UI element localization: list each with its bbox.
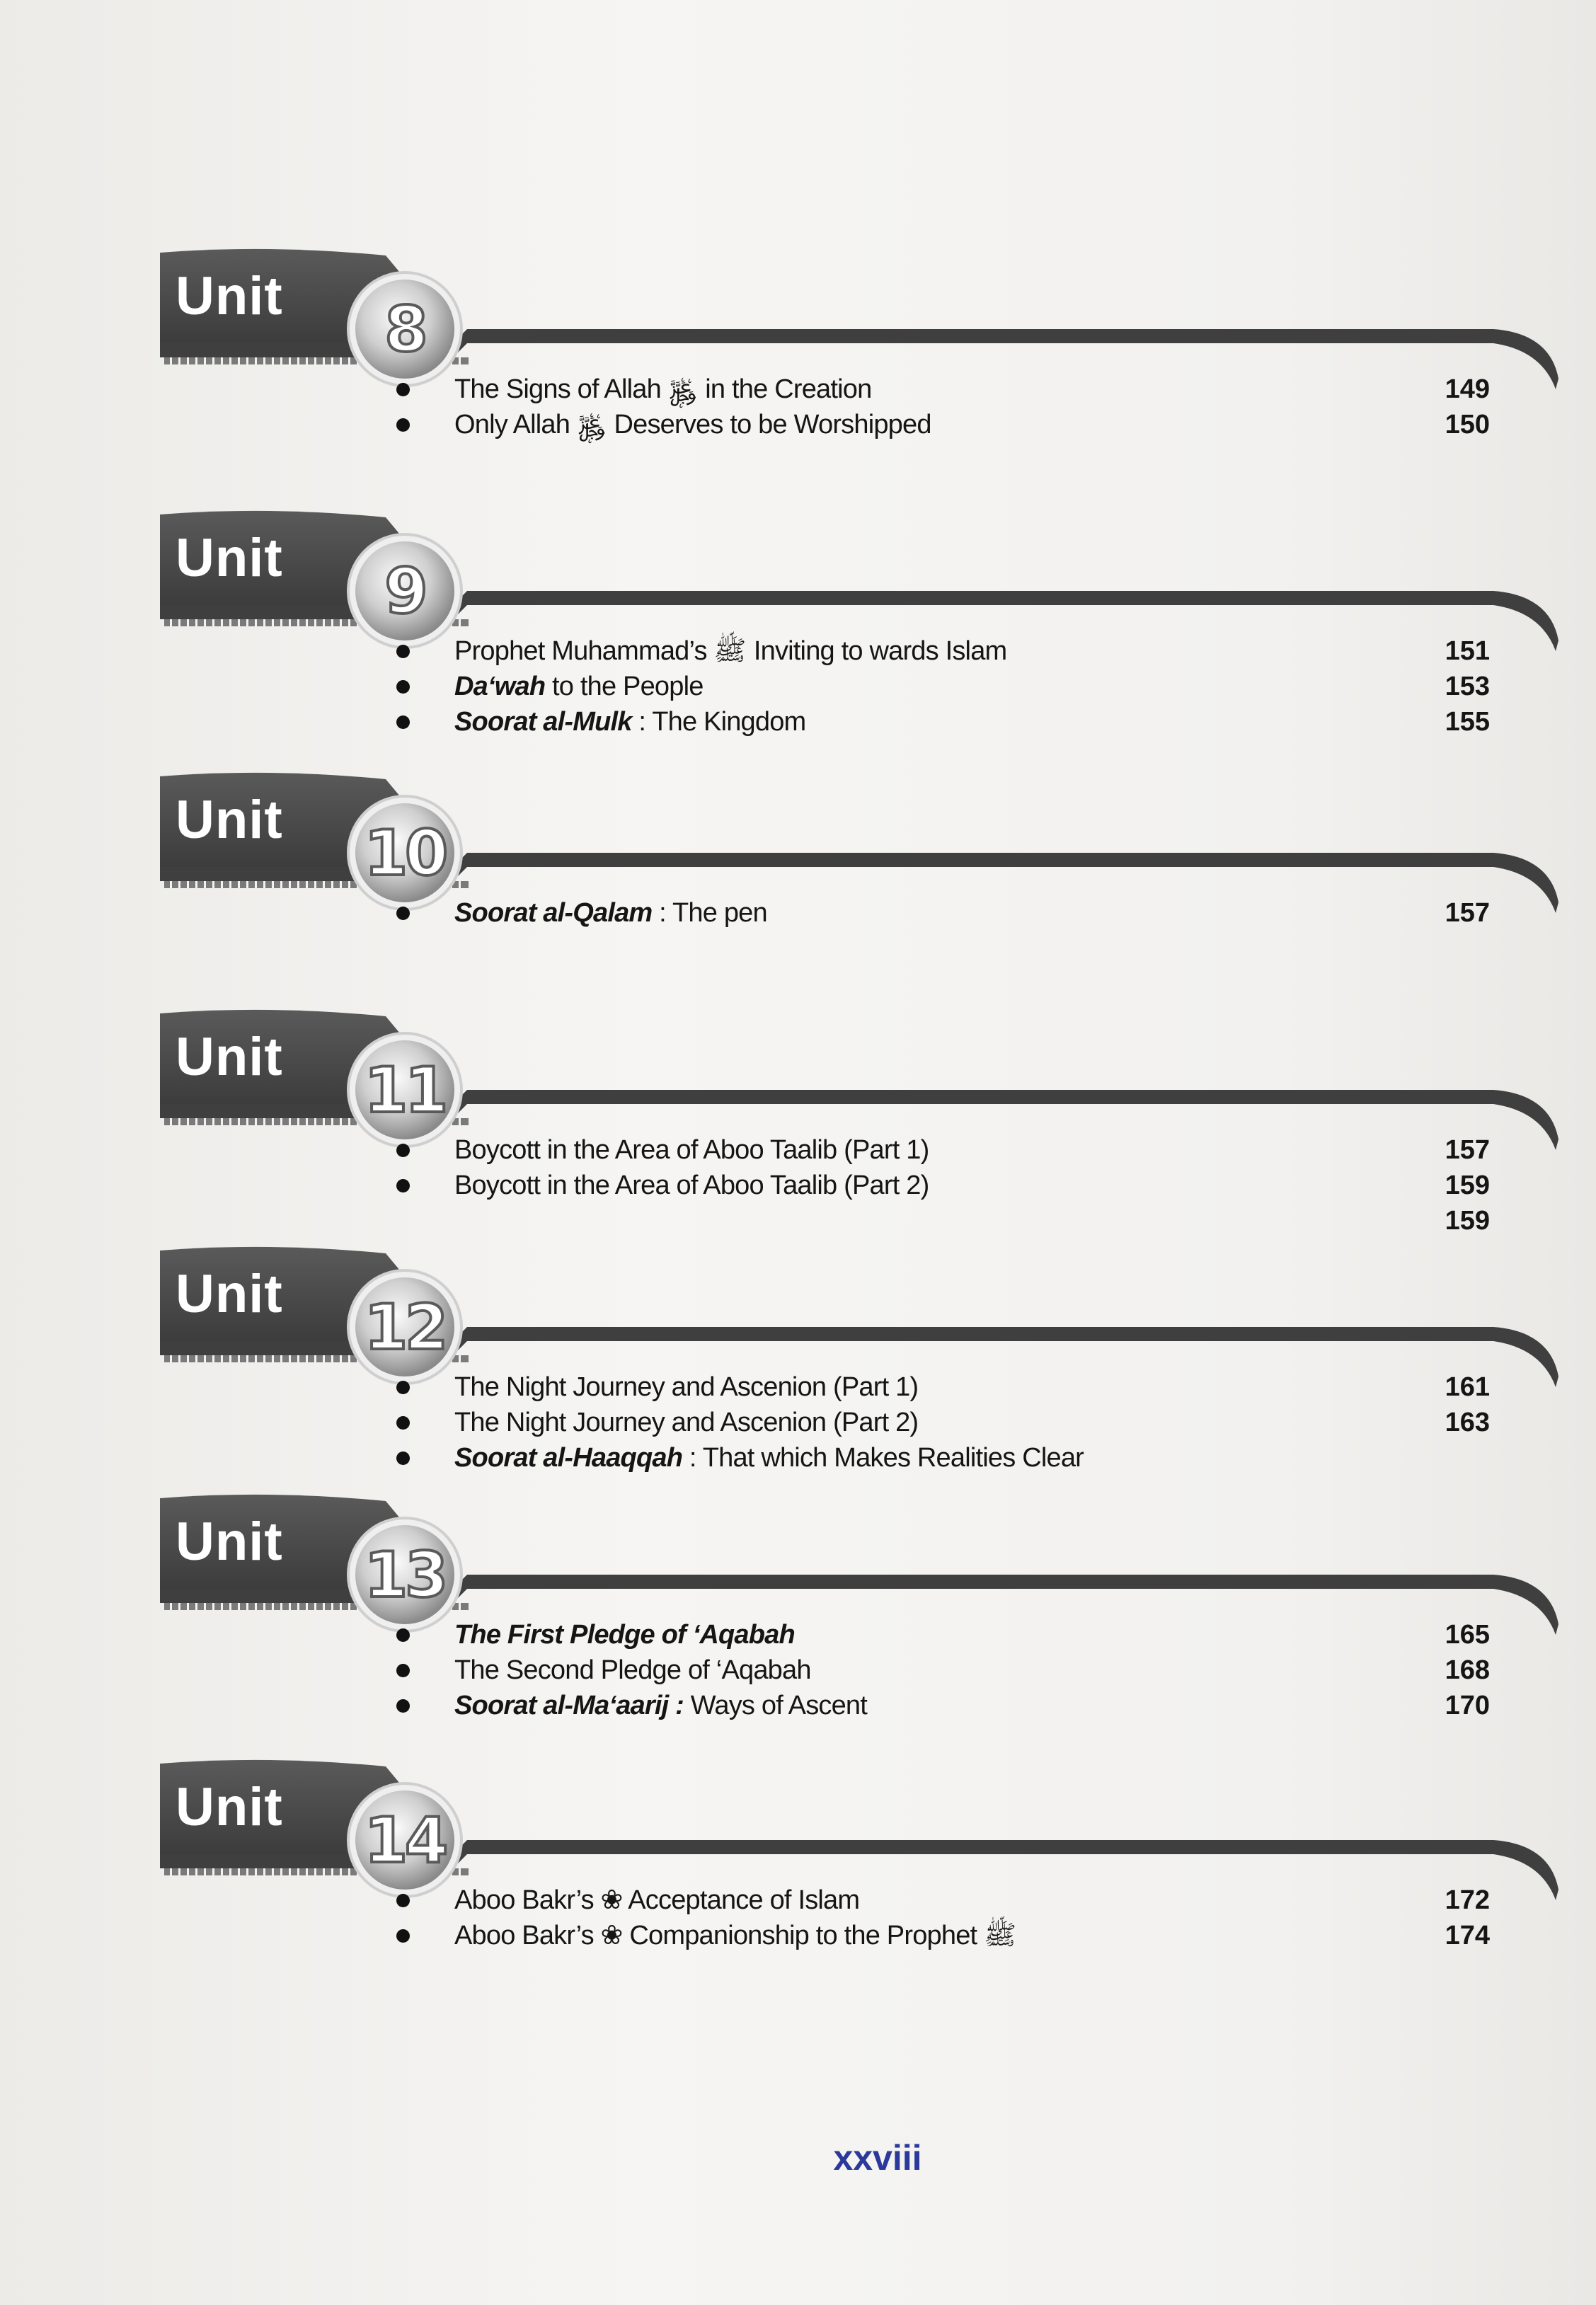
bullet-icon [396,1929,410,1943]
entry-page-number: 161 [1445,1372,1490,1402]
bullet-icon [396,1179,410,1192]
entry-title-text: to the People [545,672,704,701]
toc-entry [0,1617,1596,1652]
bullet-icon [396,907,410,920]
entry-title [454,1882,859,1918]
bullet-icon [396,1416,410,1430]
bullet-icon [396,645,410,658]
bullet-icon [396,715,410,729]
entry-title [454,895,767,931]
entry-page-number: 149 [1445,374,1490,404]
unit-label: Unit [176,1777,283,1837]
bullet-icon [396,1699,410,1713]
bullet-icon [396,418,410,432]
unit-number: 12 [364,1290,446,1364]
entry-title [454,669,704,704]
entry-title [454,1617,795,1652]
bullet-icon [396,383,410,396]
toc-entry [0,1688,1596,1723]
toc-entry [0,1440,1596,1476]
bullet-icon [396,1144,410,1157]
entry-title-italic: Soorat al-Qalam [454,898,653,928]
entry-title [454,633,1006,669]
entry-page-number: 159 [1445,1206,1490,1236]
entry-page-number: 155 [1445,707,1490,737]
toc-entry [0,1168,1596,1203]
entry-title [454,1652,811,1688]
unit-label: Unit [176,790,283,850]
entry-title [454,372,871,407]
entry-page-number: 168 [1445,1655,1490,1685]
bullet-icon [396,1452,410,1465]
toc-entry [0,704,1596,740]
entry-page-number: 163 [1445,1408,1490,1437]
entry-title-text: Boycott in the Area of Aboo Taalib (Part 2) [454,1171,929,1200]
entry-title-italic: Da‘wah [454,672,546,701]
entry-page-number: 159 [1445,1171,1490,1200]
entry-page-number: 165 [1445,1620,1490,1650]
unit-section-11 [0,998,1596,1242]
entry-title-text: Ways of Ascent [683,1691,868,1720]
unit-section-13 [0,1483,1596,1727]
entry-title [454,1688,867,1723]
entry-title-text: Aboo Bakr’s ❀ Acceptance of Islam [454,1885,860,1915]
unit-label: Unit [176,266,283,326]
entry-title [454,1405,918,1440]
bullet-icon [396,1664,410,1677]
unit-number: 8 [384,292,425,366]
toc-entry [0,669,1596,704]
bullet-icon [396,1381,410,1394]
entry-title-italic: Soorat al-Ma‘aarij : [454,1691,684,1720]
entry-title-text: Aboo Bakr’s ❀ Companionship to the Prophet ﷺ [454,1921,1016,1950]
entry-title [454,1440,1084,1476]
entry-page-number: 153 [1445,672,1490,701]
entry-title-text: : The pen [652,898,767,928]
entry-page-number: 150 [1445,410,1490,439]
entry-title [454,1369,918,1405]
entry-title-text: Only Allah ﷿ Deserves to be Worshipped [454,410,931,439]
unit-label: Unit [176,1264,283,1324]
entry-page-number: 151 [1445,636,1490,666]
toc-entry [0,1652,1596,1688]
unit-label: Unit [176,1027,283,1087]
unit-number: 10 [364,816,446,890]
unit-number: 13 [364,1538,446,1611]
page-number-footer: xxviii [833,2138,922,2178]
toc-entry [0,1405,1596,1440]
entry-title [454,1168,929,1203]
entry-title-text: The Night Journey and Ascenion (Part 1) [454,1372,919,1402]
entry-page-number: 172 [1445,1885,1490,1915]
entry-title-text: : The Kingdom [631,707,806,737]
toc-entry [0,895,1596,931]
unit-number: 11 [364,1053,446,1127]
unit-number: 9 [384,554,425,628]
unit-label: Unit [176,1512,283,1572]
entry-page-number: 174 [1445,1921,1490,1950]
toc-entry [0,407,1596,442]
toc-entry [0,1369,1596,1405]
unit-section-10 [0,761,1596,1005]
entry-title-italic: The First Pledge of ‘Aqabah [454,1620,795,1650]
unit-section-14 [0,1748,1596,1992]
entry-page-number: 157 [1445,898,1490,928]
entry-page-number: 157 [1445,1135,1490,1165]
toc-entry [0,1918,1596,1953]
unit-section-12 [0,1235,1596,1479]
entry-title-text: The Night Journey and Ascenion (Part 2) [454,1408,919,1437]
toc-entry [0,1882,1596,1918]
entry-title-text: Prophet Muhammad’s ﷺ Inviting to wards Islam [454,636,1007,666]
bullet-icon [396,1894,410,1907]
entry-page-number: 170 [1445,1691,1490,1720]
entry-title [454,1132,929,1168]
unit-number: 14 [364,1803,446,1877]
entry-title [454,1918,1016,1953]
unit-label: Unit [176,528,283,588]
toc-entry [0,372,1596,407]
entry-title [454,704,805,740]
entry-title [454,407,931,442]
entry-title-italic: Soorat al-Mulk [454,707,632,737]
toc-entry [0,633,1596,669]
unit-section-8 [0,237,1596,481]
entry-title-text: The Signs of Allah ﷿ in the Creation [454,374,872,404]
bullet-icon [396,680,410,694]
entry-title-text: : That which Makes Realities Clear [682,1443,1084,1473]
entry-title-text: Boycott in the Area of Aboo Taalib (Part 1) [454,1135,929,1165]
toc-entry [0,1132,1596,1168]
entry-title-text: The Second Pledge of ‘Aqabah [454,1655,811,1685]
entry-title-italic: Soorat al-Haaqqah [454,1443,683,1473]
unit-section-9 [0,499,1596,743]
bullet-icon [396,1628,410,1642]
